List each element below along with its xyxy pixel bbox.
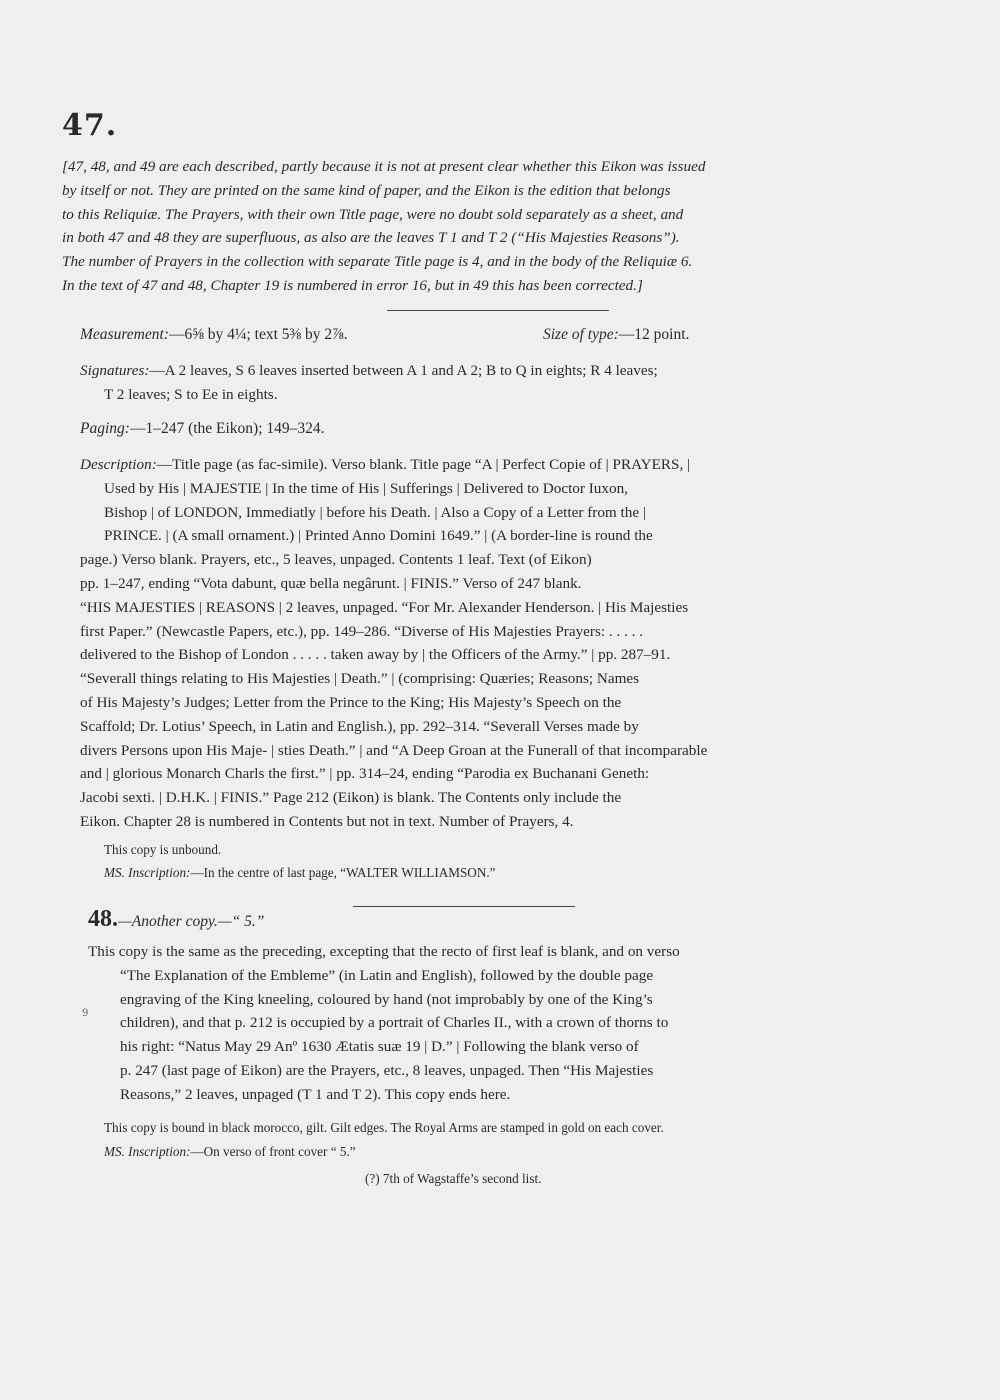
ms-label: MS. Inscription: xyxy=(104,1144,191,1159)
body-line: children), and that p. 212 is occupied by a portrait of Charles II., with a crown of thorns to xyxy=(120,1014,669,1032)
type-size-label: Size of type: xyxy=(543,326,619,343)
signatures-line: T 2 leaves; S to Ee in eights. xyxy=(104,385,278,403)
description-line: “HIS MAJESTIES | REASONS | 2 leaves, unpaged. “For Mr. Alexander Henderson. | His Majesties xyxy=(80,598,689,616)
body-line: p. 247 (last page of Eikon) are the Prayers, etc., 8 leaves, unpaged. Then “His Majesties xyxy=(120,1061,654,1079)
list-note: (?) 7th of Wagstaffe’s second list. xyxy=(365,1171,542,1186)
body-line: This copy is the same as the preceding, excepting that the recto of first leaf is blank, and on verso xyxy=(88,943,680,960)
ms-value: —In the centre of last page, “WALTER WILLIAMSON.” xyxy=(190,865,496,880)
divider-rule xyxy=(387,310,609,311)
note-line: by itself or not. They are printed on the same kind of paper, and the Eikon is the edition that belongs xyxy=(62,181,671,199)
description-line: Scaffold; Dr. Lotius’ Speech, in Latin and English.), pp. 292–314. “Severall Verses made by xyxy=(80,717,639,735)
description-label: Description: xyxy=(80,456,157,473)
measurement-row xyxy=(80,326,348,344)
measurement-label: Measurement: xyxy=(80,326,169,343)
signatures-label: Signatures: xyxy=(80,362,150,379)
paging-row xyxy=(80,420,325,438)
description-line: first Paper.” (Newcastle Papers, etc.), pp. 149–286. “Diverse of His Majesties Prayers: . . . . . xyxy=(80,622,644,640)
entry-title-48: —Another copy.—“ 5.” xyxy=(118,913,265,930)
body-line: engraving of the King kneeling, coloured by hand (not improbably by one of the King’s xyxy=(120,990,653,1008)
binding-note: This copy is bound in black morocco, gilt. Gilt edges. The Royal Arms are stamped in gold on each cover. xyxy=(104,1120,664,1135)
body-line: “The Explanation of the Embleme” (in Latin and English), followed by the double page xyxy=(120,966,654,984)
note-line: [47, 48, and 49 are each described, partly because it is not at present clear whether this Eikon was issued xyxy=(62,158,706,175)
description-line: delivered to the Bishop of London . . . . . taken away by | the Officers of the Army.” | pp. 287–91. xyxy=(80,646,671,664)
description-line: Eikon. Chapter 28 is numbered in Contents but not in text. Number of Prayers, 4. xyxy=(80,812,574,830)
ms-inscription-47 xyxy=(104,865,496,881)
description-line: page.) Verso blank. Prayers, etc., 5 leaves, unpaged. Contents 1 leaf. Text (of Eikon) xyxy=(80,551,592,569)
note-line: in both 47 and 48 they are superfluous, as also are the leaves T 1 and T 2 (“His Majesties Reasons”). xyxy=(62,229,680,247)
type-size-value: —12 point. xyxy=(618,326,690,343)
type-size-row xyxy=(543,326,689,344)
ms-inscription-48 xyxy=(104,1144,356,1160)
ms-value: —On verso of front cover “ 5.” xyxy=(190,1144,356,1159)
divider-rule xyxy=(353,906,575,907)
editorial-note xyxy=(62,155,842,298)
note-line: In the text of 47 and 48, Chapter 19 is numbered in error 16, but in 49 this has been corrected.] xyxy=(62,276,643,294)
signatures-line: —A 2 leaves, S 6 leaves inserted between A 1 and A 2; B to Q in eights; R 4 leaves; xyxy=(149,362,658,379)
description-line: Bishop | of LONDON, Immediatly | before his Death. | Also a Copy of a Letter from the | xyxy=(104,503,646,521)
description-line: divers Persons upon His Maje- | sties Death.” | and “A Deep Groan at the Funerall of that incomparable xyxy=(80,741,708,759)
paging-value: —1–247 (the Eikon); 149–324. xyxy=(129,420,325,437)
description-line: PRINCE. | (A small ornament.) | Printed Anno Domini 1649.” | (A border-line is round the xyxy=(104,527,653,545)
ms-label: MS. Inscription: xyxy=(104,865,191,880)
note-line: to this Reliquiæ. The Prayers, with their own Title page, were no doubt sold separately as a sheet, and xyxy=(62,205,684,223)
description-line: and | glorious Monarch Charls the first.” | pp. 314–24, ending “Parodia ex Buchanani Geneth: xyxy=(80,765,650,783)
description-line: Jacobi sexti. | D.H.K. | FINIS.” Page 212 (Eikon) is blank. The Contents only include the xyxy=(80,789,622,807)
description-line: —Title page (as fac-simile). Verso blank. Title page “A | Perfect Copie of | PRAYERS, | xyxy=(156,456,691,473)
paging-label: Paging: xyxy=(80,420,130,437)
description-line: pp. 1–247, ending “Vota dabunt, quæ bella negârunt. | FINIS.” Verso of 247 blank. xyxy=(80,574,582,592)
entry-number-47: 47. xyxy=(62,108,118,143)
measurement-value: —6⅝ by 4¼; text 5⅜ by 2⅞. xyxy=(168,326,348,343)
signatures-block xyxy=(80,359,842,407)
body-line: his right: “Natus May 29 Anº 1630 Ætatis suæ 19 | D.” | Following the blank verso of xyxy=(120,1038,639,1056)
entry-number-48: 48. xyxy=(88,906,118,932)
description-block xyxy=(80,453,842,834)
entry-heading-48 xyxy=(88,906,264,933)
description-line: “Severall things relating to His Majesties | Death.” | (comprising: Quæries; Reasons; Names xyxy=(80,670,640,688)
description-line: of His Majesty’s Judges; Letter from the Prince to the King; His Majesty’s Speech on the xyxy=(80,693,622,711)
copy-note: This copy is unbound. xyxy=(104,842,222,857)
body-line: Reasons,” 2 leaves, unpaged (T 1 and T 2). This copy ends here. xyxy=(120,1085,511,1103)
margin-mark: 9 xyxy=(82,1008,89,1019)
note-line: The number of Prayers in the collection with separate Title page is 4, and in the body of the Reliquiæ 6. xyxy=(62,253,693,271)
description-line: Used by His | MAJESTIE | In the time of His | Sufferings | Delivered to Doctor Iuxon, xyxy=(104,479,628,497)
entry-48-body xyxy=(88,940,848,1107)
